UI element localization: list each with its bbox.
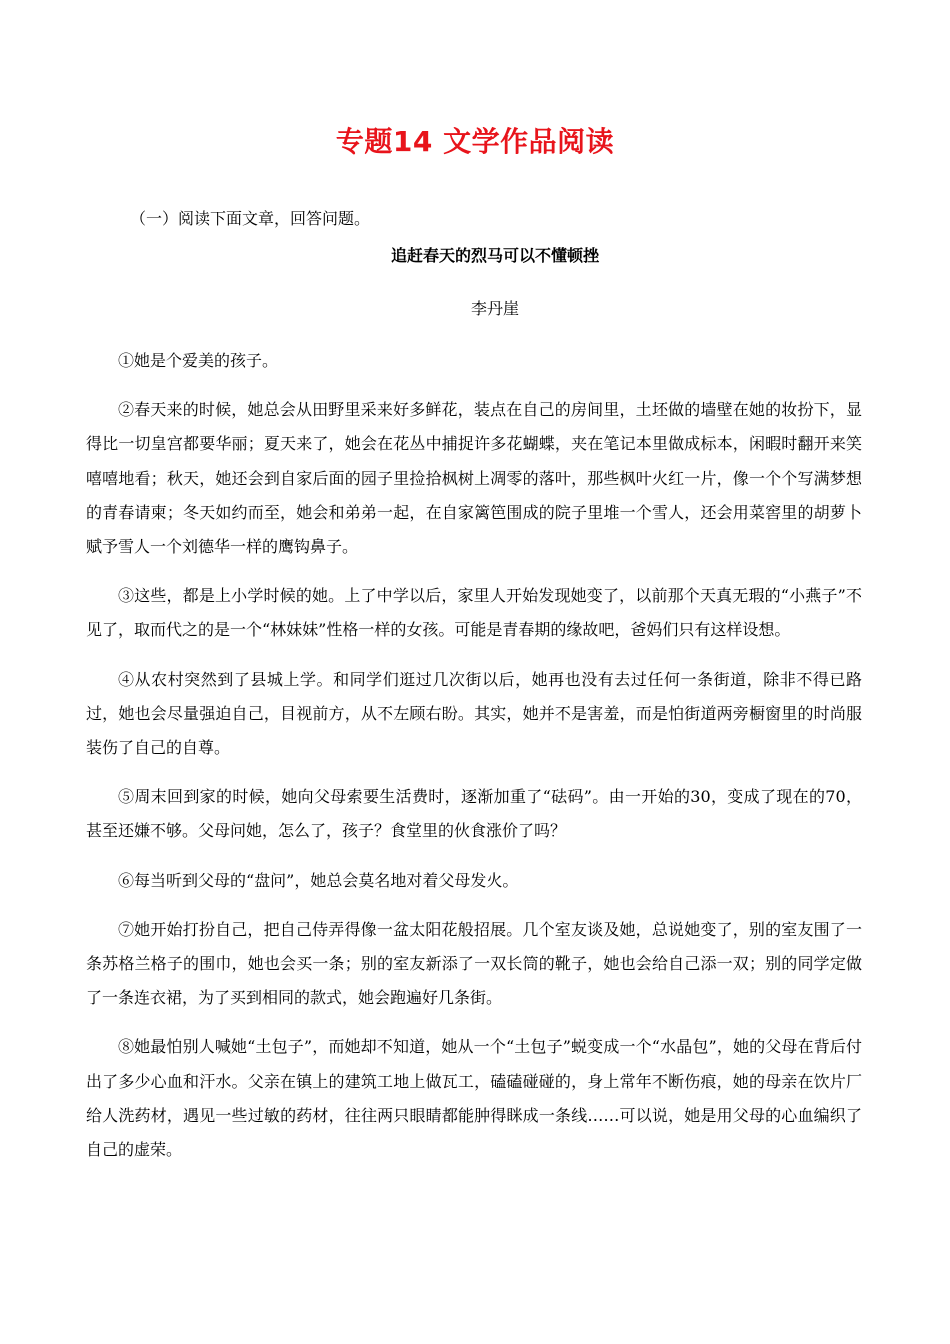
paragraph-6: ⑥每当听到父母的“盘问”，她总会莫名地对着父母发火。 xyxy=(118,870,519,890)
paragraph-8: ⑧她最怕别人喊她“土包子”，而她却不知道，她从一个“土包子”蜕变成一个“水晶包”，她的父母在背后付出了多少心血和汗水。父亲在镇上的建筑工地上做瓦工，磕磕碰碰的，身上常年不断伤痕，她的母亲在饮片厂给人洗药材，遇见一些过敏的药材，往往两只眼睛都能肿得眯成一条线……可以说，她是用父母的心血编织了自己的虚荣。 xyxy=(86,1037,862,1160)
article-body xyxy=(86,344,862,1182)
paragraph-2: ②春天来的时候，她总会从田野里采来好多鲜花，装点在自己的房间里，土坯做的墙壁在她的妆扮下，显得比一切皇宫都要华丽；夏天来了，她会在花丛中捕捉许多花蝴蝶，夹在笔记本里做成标本，闲暇时翻开来笑嘻嘻地看；秋天，她还会到自家后面的园子里捡拾枫树上凋零的落叶，那些枫叶火红一片，像一个个写满梦想的青春请柬；冬天如约而至，她会和弟弟一起，在自家篱笆围成的院子里堆一个雪人，还会用菜窖里的胡萝卜赋予雪人一个刘德华一样的鹰钩鼻子。 xyxy=(86,400,862,557)
reading-instruction: （一）阅读下面文章，回答问题。 xyxy=(130,209,371,228)
paragraph-5: ⑤周末回到家的时候，她向父母索要生活费时，逐渐加重了“砝码”。由一开始的30，变成了现在的70，甚至还嫌不够。父母问她，怎么了，孩子？食堂里的伙食涨价了吗？ xyxy=(86,787,862,841)
paragraph-7: ⑦她开始打扮自己，把自己侍弄得像一盆太阳花般招展。几个室友谈及她，总说她变了，别的室友围了一条苏格兰格子的围巾，她也会买一条；别的室友新添了一双长筒的靴子，她也会给自己添一双；别的同学定做了一条连衣裙，为了买到相同的款式，她会跑遍好几条街。 xyxy=(86,919,862,1008)
article-author: 李丹崖 xyxy=(470,299,519,318)
page-title: 专题14 文学作品阅读 xyxy=(335,125,615,158)
paragraph-1: ①她是个爱美的孩子。 xyxy=(118,351,279,370)
paragraph-4: ④从农村突然到了县城上学。和同学们逛过几次街以后，她再也没有去过任何一条街道，除非不得已路过，她也会尽量强迫自己，目视前方，从不左顾右盼。其实，她并不是害羞，而是怕街道两旁橱窗里的时尚服装伤了自己的自尊。 xyxy=(86,669,862,758)
paragraph-3: ③这些，都是上小学时候的她。上了中学以后，家里人开始发现她变了，以前那个天真无瑕的“小燕子”不见了，取而代之的是一个“林妹妹”性格一样的女孩。可能是青春期的缘故吧，爸妈们只有这样设想。 xyxy=(86,586,862,640)
article-title: 追赶春天的烈马可以不懂顿挫 xyxy=(390,246,599,265)
